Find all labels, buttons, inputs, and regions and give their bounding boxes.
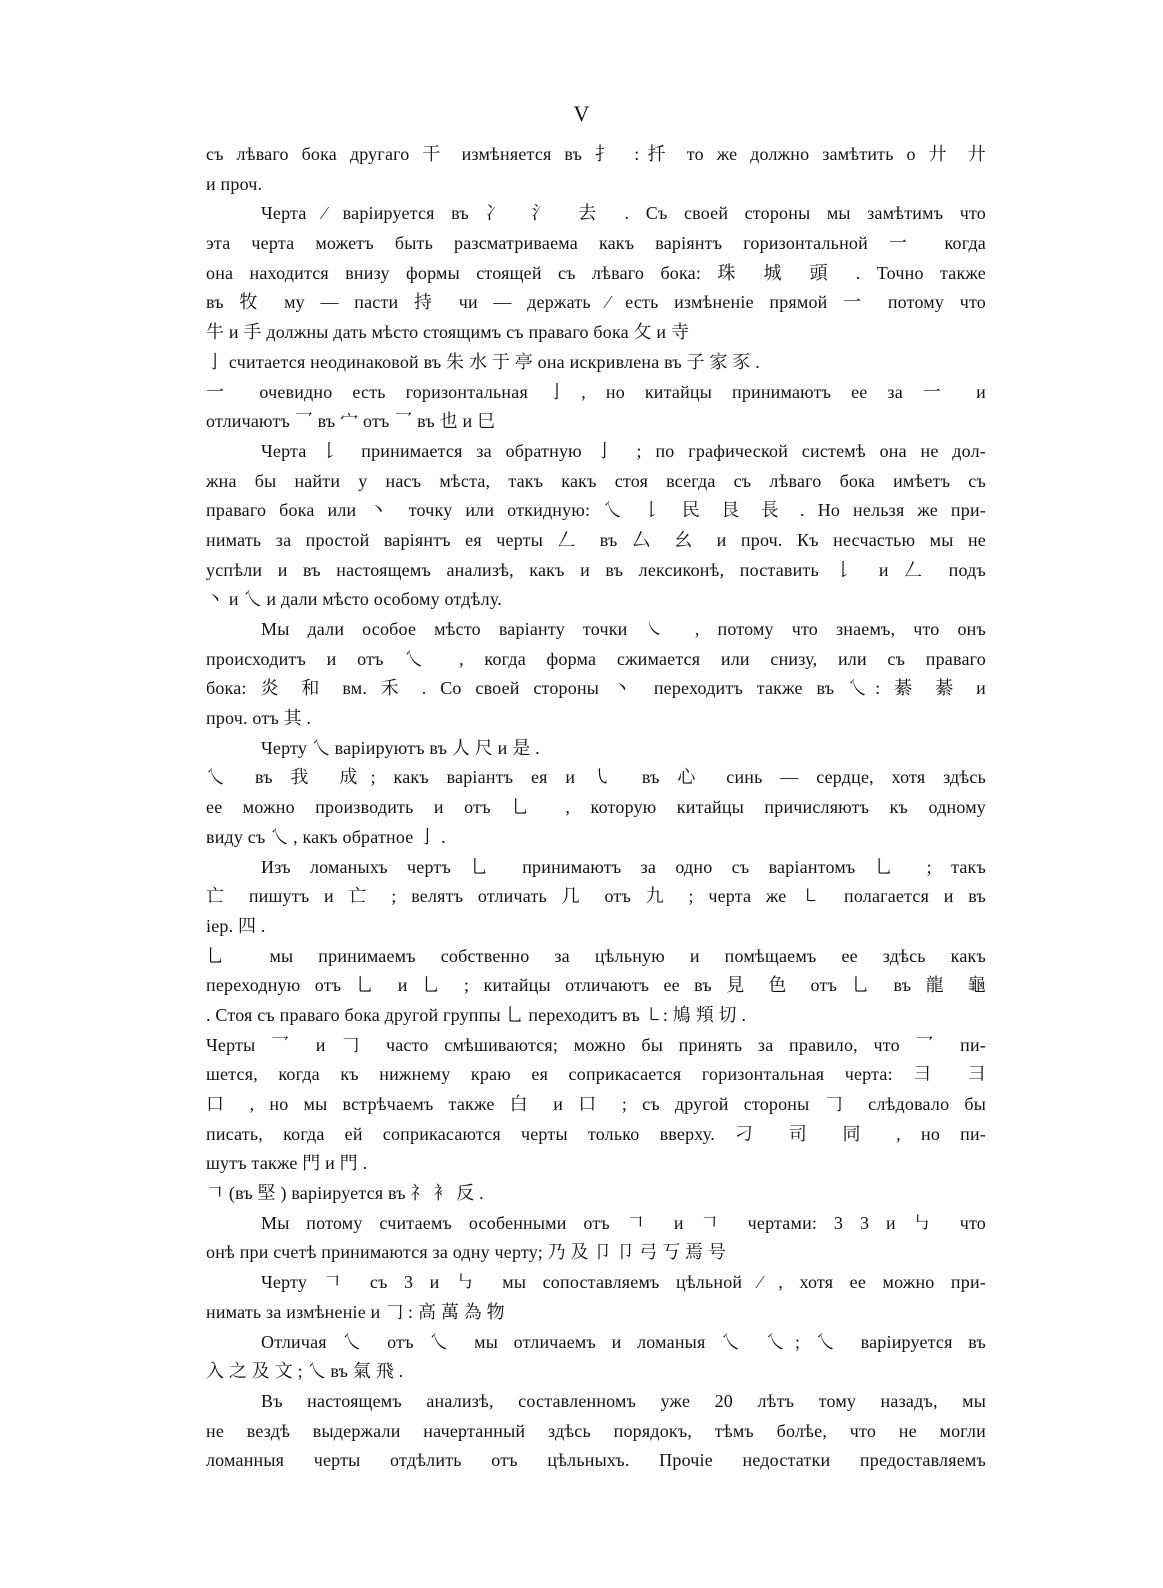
page-number: V — [573, 101, 590, 126]
text-line: 𠃍 (въ 堅 ) варіируется въ 礻 衤 反 . — [206, 1183, 484, 1204]
text-line: Черту 乀 варіируютъ въ 人 尺 и 是 . — [261, 737, 540, 758]
text-line: 入 之 及 文 ; 乀 въ 氣 飛 . — [206, 1361, 404, 1382]
text-line: іер. 四 . — [206, 915, 266, 936]
text-line: шутъ также 門 и 門 . — [206, 1153, 368, 1174]
text-line: Черту 𠃍 съ 3 и ㇉ мы сопоставляемъ цѣльной ⁄ , хотя ее можно при- — [261, 1272, 986, 1293]
text-line: 亡 пишутъ и 亡 ; велятъ отличать 几 отъ 九 ; черта же ㇄ полагается и въ — [206, 886, 986, 907]
text-line: 丶 и 乀 и дали мѣсто особому отдѣлу. — [206, 589, 502, 610]
text-line: съ лѣваго бока другаго 干 измѣняется въ 扌 :扦 то же должно замѣтить о 廾 廾 — [206, 144, 986, 164]
text-line: она находится внизу формы стоящей съ лѣваго бока: 珠 城 頭 . Точно также — [206, 262, 986, 283]
body-text — [206, 140, 986, 1476]
text-line: писать, когда ей соприкасаются черты только вверху. 刁 司 同 , но пи- — [206, 1123, 986, 1144]
text-line: и проч. — [206, 173, 263, 194]
text-line: 口 , но мы встрѣчаемъ также 白 и 口 ; съ другой стороны 𠃌 слѣдовало бы — [206, 1094, 986, 1114]
text-line: 乀 въ 我 成; какъ варіантъ ея и ㇂ въ 心 синь — сердце, хотя здѣсь — [206, 767, 986, 788]
text-line: онѣ при счетѣ принимаются за одну черту; 乃 及 卩 卩 弓 丂 焉 号 — [206, 1242, 727, 1263]
text-line: Черта 𠄌 принимается за обратную 亅 ; по графической системѣ она не дол- — [261, 440, 986, 461]
text-line: 一 очевидно есть горизонтальная 亅, но китайцы принимаютъ ее за 一 и — [206, 381, 986, 402]
text-line: проч. отъ 其 . — [206, 708, 312, 729]
text-line: шется, когда къ нижнему краю ея соприкасается горизонтальная черта: 彐 彐 — [206, 1064, 986, 1085]
text-line: 亅 считается неодинаковой въ 朱 水 于 亭 она искривлена въ 子 家 豕 . — [206, 351, 760, 372]
text-line: переходную отъ 乚 и 乚 ; китайцы отличаютъ ее въ 見 色 отъ 乚 въ 龍 龜 — [206, 975, 986, 996]
text-line: Въ настоящемъ анализѣ, составленномъ уже 20 лѣтъ тому назадъ, мы — [261, 1390, 986, 1411]
text-line: 牛 и 手 должны дать мѣсто стоящимъ съ праваго бока 攵 и 寺 — [206, 322, 690, 343]
text-line: Черты 乛 и 𠃌 часто смѣшиваются; можно бы принять за правило, что 乛 пи- — [206, 1034, 986, 1055]
text-line: Отличая 乀 отъ 乀 мы отличаемъ и ломаныя 乀 乀; 乀 варіируется въ — [261, 1331, 986, 1352]
text-line: ломанныя черты отдѣлить отъ цѣльныхъ. Прочіе недостатки предоставляемъ — [206, 1450, 986, 1471]
text-line: эта черта можетъ быть разсматриваема какъ варіянтъ горизонтальной 一 когда — [206, 233, 986, 254]
text-line: происходитъ и отъ 乀 , когда форма сжимается или снизу, или съ праваго — [206, 648, 986, 669]
text-line: 乚 мы принимаемъ собственно за цѣльную и помѣщаемъ ее здѣсь какъ — [206, 945, 986, 966]
text-line: праваго бока или 丶 точку или откидную: 乀 𠄌 民 艮 長 . Но нельзя же при- — [206, 500, 986, 521]
text-line: Черта ⁄ варіируется въ 冫 氵 去 . Съ своей стороны мы замѣтимъ что — [261, 203, 986, 224]
text-line: Изъ ломаныхъ чертъ 乚 принимаютъ за одно съ варіантомъ 乚 ; такъ — [261, 856, 986, 877]
text-line: въ 牧 му — пасти 持 чи — держать ⁄ есть измѣненіе прямой 一 потому что — [206, 292, 986, 313]
text-line: Мы дали особое мѣсто варіанту точки ㇏ , потому что знаемъ, что онъ — [261, 619, 986, 639]
text-line: не вездѣ выдержали начертанный здѣсь порядокъ, тѣмъ болѣе, что не могли — [206, 1420, 986, 1441]
text-line: нимать за измѣненіе и 𠃌 : 高 萬 為 物 — [206, 1301, 505, 1322]
text-line: Мы потому считаемъ особенными отъ 𠃍 и 𠃍 чертами: 3 3 и ㇉ что — [261, 1212, 986, 1233]
text-line: жна бы найти у насъ мѣста, такъ какъ стоя всегда съ лѣваго бока имѣетъ съ — [206, 470, 986, 491]
text-line: виду съ 乀 , какъ обратное 亅 . — [206, 826, 446, 847]
text-line: успѣли и въ настоящемъ анализѣ, какъ и въ лексиконѣ, поставить 𠄌 и 𠃋 подъ — [206, 559, 986, 580]
text-line: ее можно производить и отъ 乚 , которую китайцы причисляютъ къ одному — [206, 797, 986, 818]
text-line: . Стоя съ праваго бока другой группы 乚 переходитъ въ ㇄: 鳩 頖 切 . — [206, 1004, 747, 1025]
text-line: отличаютъ 乛 въ 宀 отъ 乛 въ 也 и 巳 — [206, 411, 496, 432]
text-line: нимать за простой варіянтъ ея черты 𠃋 въ 厶 幺 и проч. Къ несчастью мы не — [206, 529, 986, 550]
text-line: бока: 炎 和 вм. 禾 . Со своей стороны 丶 переходитъ также въ 乀: 綦 綦 и — [206, 678, 986, 699]
